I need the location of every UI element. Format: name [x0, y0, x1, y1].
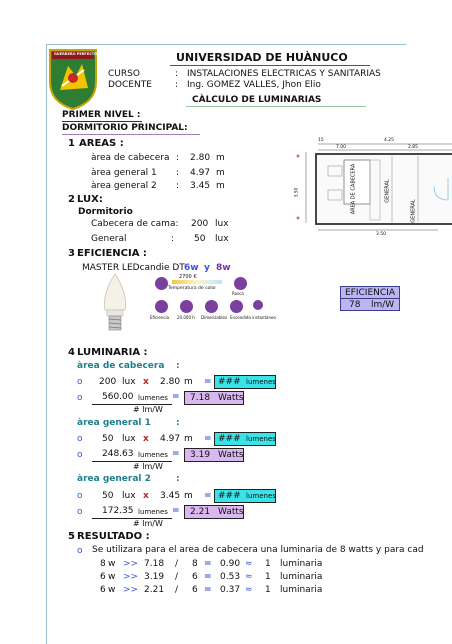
block-colon: : [176, 361, 180, 371]
dimmer-icon [205, 300, 218, 313]
result-arrow: >> [123, 559, 139, 569]
page-title: CÀLCULO DE LUMINARIAS [192, 95, 322, 105]
block-divisor: # lm/W [133, 519, 163, 528]
logo-text: GUERRERO PERFECTO [54, 52, 98, 56]
result-arrow: >> [123, 585, 139, 595]
efficiency-box-value-row [340, 298, 400, 311]
result-b: 6 [192, 585, 198, 595]
block-lumens: 248.63 [102, 449, 134, 459]
block-colon: : [176, 418, 180, 428]
result-w: 6 [100, 572, 106, 582]
lumens-result-unit: lumenes [246, 378, 276, 386]
bullet: o [77, 377, 83, 387]
efficiency-box-label: EFICIENCIA [340, 286, 400, 299]
luminaria-heading: LUMINARIA : [77, 347, 148, 358]
block-area-unit: m [184, 377, 193, 387]
spec-panel [150, 274, 276, 322]
block-lux-unit: lux [122, 434, 136, 444]
area-row-label: àrea de cabecera [91, 153, 170, 163]
plan-dim: 15 [318, 138, 324, 143]
area-row-label: àrea general 1 [91, 168, 157, 178]
approx-sign: ≈ [245, 585, 253, 595]
lumens-result-cell [214, 489, 276, 503]
block-lumens-unit: lumenes [138, 508, 168, 516]
room-underline [62, 134, 200, 135]
result-a: 3.19 [144, 572, 165, 582]
watts-result-unit: Watts [218, 450, 244, 460]
efficiency-heading: EFICIENCIA : [77, 248, 147, 259]
result-c: 0.90 [220, 559, 241, 569]
watts-result-unit: Watts [218, 507, 244, 517]
times-sign: x [143, 491, 149, 501]
result-w-unit: w [108, 559, 116, 569]
result-c: 0.37 [220, 585, 241, 595]
bullet: o [77, 491, 83, 501]
lux-row-label: General [91, 234, 127, 244]
lumens-result-cell [214, 432, 276, 446]
block-lux: 50 [102, 491, 114, 501]
level-underline [62, 121, 142, 122]
resultado-heading: RESULTADO : [77, 531, 150, 542]
result-label: luminaria [280, 572, 323, 582]
times-sign: x [143, 377, 149, 387]
equals-sign: = [204, 585, 212, 595]
docente-label: DOCENTE [108, 80, 152, 90]
approx-sign: ≈ [245, 559, 253, 569]
lux-row-colon: : [171, 234, 175, 244]
efficiency-number: 3 [68, 248, 75, 259]
bullet: o [77, 546, 83, 556]
area-row-label: àrea general 2 [91, 181, 157, 191]
areas-heading: AREAS : [79, 138, 124, 149]
spec-temp-label: Temperatura de color [168, 286, 217, 291]
watt-option-b: 8w [216, 263, 231, 273]
watt-conj: y [204, 263, 210, 273]
approx-sign: ≈ [245, 572, 253, 582]
title-underline [170, 65, 370, 66]
plan-dim: 2.85 [408, 145, 419, 150]
top-frame-line [46, 44, 406, 45]
equals-sign: = [204, 377, 212, 387]
product-name: MASTER LEDcandie DT [82, 263, 185, 273]
result-n: 1 [265, 559, 271, 569]
result-w: 8 [100, 559, 106, 569]
lux-row-label: Cabecera de cama: [91, 219, 179, 229]
lumens-result: ### [218, 377, 241, 387]
result-label: luminaria [280, 585, 323, 595]
lamp-icon [234, 277, 247, 290]
plan-label-general: GENERAL [410, 199, 417, 223]
watts-result-unit: Watts [218, 393, 244, 403]
block-title: àrea general 1 [77, 418, 151, 428]
result-b: 6 [192, 572, 198, 582]
area-row-unit: m [216, 168, 225, 178]
lux-row-value: 200 [191, 219, 209, 229]
lumens-result: ### [218, 434, 241, 444]
block-area: 2.80 [160, 377, 181, 387]
block-lumens-unit: lumenes [138, 394, 168, 402]
room-heading: DORMITORIO PRINCIPAL: [62, 123, 188, 133]
result-w-unit: w [108, 585, 116, 595]
lumens-result: ### [218, 491, 241, 501]
docente-value: Ing. GOMEZ VALLES, Jhon Elio [187, 80, 321, 90]
area-row-unit: m [216, 181, 225, 191]
watts-result-cell [184, 391, 244, 405]
equals-sign: = [204, 434, 212, 444]
spec-caption: 20.000 h [177, 315, 195, 320]
area-row-colon: : [176, 181, 180, 191]
lux-row-value: 50 [194, 234, 206, 244]
left-frame-line [46, 44, 47, 644]
area-row-value: 3.45 [190, 181, 211, 191]
curso-colon: : [175, 69, 179, 79]
area-row-colon: : [176, 168, 180, 178]
result-label: luminaria [280, 559, 323, 569]
curso-value: INSTALACIONES ELECTRICAS Y SANITARIAS [187, 69, 381, 79]
block-lumens-unit: lumenes [138, 451, 168, 459]
times-sign: x [143, 434, 149, 444]
block-title: àrea de cabecera [77, 361, 165, 371]
block-title: àrea general 2 [77, 474, 151, 484]
equals-sign: = [204, 572, 212, 582]
color-temp-bar [172, 280, 222, 284]
result-slash: / [175, 559, 179, 569]
result-c: 0.53 [220, 572, 241, 582]
block-lux: 200 [99, 377, 117, 387]
block-lux-unit: lux [122, 491, 136, 501]
result-w-unit: w [108, 572, 116, 582]
result-n: 1 [265, 585, 271, 595]
result-arrow: >> [123, 572, 139, 582]
docente-colon: : [175, 80, 179, 90]
watts-result: 3.19 [190, 450, 211, 460]
spec-caption: Dimerizables [201, 315, 228, 320]
university-logo [48, 46, 98, 110]
page-title-underline [186, 106, 366, 107]
equals-sign: = [172, 392, 180, 402]
lux-heading: LUX: [77, 194, 103, 205]
block-divisor: # lm/W [133, 405, 163, 414]
plan-dim: 4.25 [384, 138, 395, 143]
base-icon [253, 300, 263, 310]
result-a: 7.18 [144, 559, 165, 569]
spec-icon-label: Rosca [232, 291, 244, 296]
block-lux-unit: lux [122, 377, 136, 387]
level-heading: PRIMER NIVEL : [62, 110, 141, 120]
area-row-value: 4.97 [190, 168, 211, 178]
result-slash: / [175, 585, 179, 595]
area-row-unit: m [216, 153, 225, 163]
efficiency-box-unit: lm/W [371, 300, 395, 310]
led-bulb-image [100, 272, 130, 334]
lux-number: 2 [68, 194, 75, 205]
block-lumens: 560.00 [102, 392, 134, 402]
bullet: o [77, 450, 83, 460]
bullet: o [77, 393, 83, 403]
watts-result: 7.18 [190, 393, 211, 403]
resultado-sentence: Se utilizara para el area de cabecera una luminaria de 8 watts y para cad [92, 545, 424, 555]
result-a: 2.21 [144, 585, 165, 595]
efficiency-icon [155, 300, 168, 313]
lumens-result-unit: lumenes [246, 435, 276, 443]
plan-label-cabecera: AREA DE CABECERA [350, 163, 357, 215]
equals-sign: = [204, 559, 212, 569]
areas-number: 1 [68, 138, 75, 149]
spec-caption: Eficiencia [150, 315, 170, 320]
university-title: UNIVERSIDAD DE HUÀNUCO [176, 51, 348, 64]
block-divisor: # lm/W [133, 462, 163, 471]
efficiency-box-value: 78 [349, 300, 361, 310]
floor-plan [288, 138, 452, 242]
bullet: o [77, 434, 83, 444]
watt-option-a: 6w [184, 263, 199, 273]
lux-row-unit: lux [215, 234, 229, 244]
block-area: 3.45 [160, 491, 181, 501]
lux-subheading: Dormitorio [78, 207, 133, 217]
block-colon: : [176, 474, 180, 484]
watts-result: 2.21 [190, 507, 211, 517]
plan-dim: 7.00 [336, 145, 347, 150]
area-row-colon: : [176, 153, 180, 163]
spec-temp: 2700 K [179, 274, 197, 280]
lumens-result-cell [214, 375, 276, 389]
area-row-value: 2.80 [190, 153, 211, 163]
curso-label: CURSO [108, 69, 140, 79]
bullet: o [77, 507, 83, 517]
block-lumens: 172.35 [102, 506, 134, 516]
result-w: 6 [100, 585, 106, 595]
luminaria-number: 4 [68, 347, 75, 358]
plan-dim: 3.50 [376, 232, 387, 237]
block-area-unit: m [184, 434, 193, 444]
block-area: 4.97 [160, 434, 181, 444]
equals-sign: = [172, 506, 180, 516]
lux-row-unit: lux [215, 219, 229, 229]
instant-on-icon [230, 300, 243, 313]
lumens-result-unit: lumenes [246, 492, 276, 500]
watts-result-cell [184, 448, 244, 462]
result-n: 1 [265, 572, 271, 582]
plan-dim: 3.50 [294, 187, 300, 198]
equals-sign: = [172, 449, 180, 459]
hours-icon [180, 300, 193, 313]
equals-sign: = [204, 491, 212, 501]
plan-label-general: GENERAL [384, 179, 391, 203]
result-slash: / [175, 572, 179, 582]
block-lux: 50 [102, 434, 114, 444]
result-b: 8 [192, 559, 198, 569]
watts-result-cell [184, 505, 244, 519]
sun-icon [155, 277, 168, 290]
resultado-number: 5 [68, 531, 75, 542]
block-area-unit: m [184, 491, 193, 501]
spec-caption: Encendido instantáneo [230, 315, 276, 320]
